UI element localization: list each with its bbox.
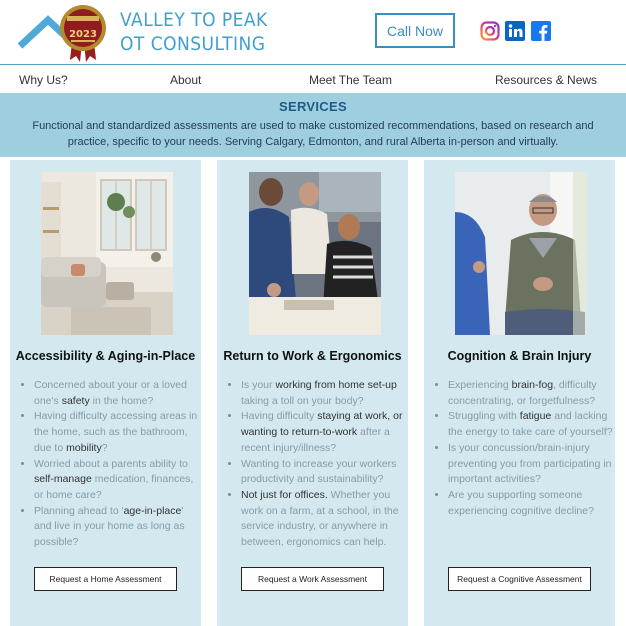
highlight-text: fatigue [519, 410, 552, 423]
card-list [448, 378, 613, 519]
award-badge-icon [58, 4, 108, 62]
highlight-text: mobility [66, 441, 102, 454]
svg-text:2023: 2023 [69, 29, 97, 40]
nav-why-us[interactable]: Why Us? [19, 73, 68, 87]
body-text: , difficulty concentrating, or forgetfulness? [448, 379, 597, 407]
body-text: ? [101, 441, 108, 454]
list-item [241, 409, 406, 456]
service-card-cognition [424, 160, 615, 626]
highlight-text: Not just for offices. [241, 488, 328, 501]
nav-resources-news[interactable]: Resources & News [495, 73, 598, 87]
highlight-text: age-in-place [123, 504, 182, 517]
body-text: Whether you work on a farm, at a school, in the service industry, or anywhere in between, ergonomics can help. [241, 488, 399, 549]
therapy-session-photo [455, 172, 587, 335]
card-title: Return to Work & Ergonomics [223, 349, 402, 363]
list-item [448, 409, 613, 440]
highlight-text: staying at work, or wanting to return-to-work [241, 410, 403, 439]
list-item [34, 457, 199, 504]
body-text: Are you supporting someone experiencing cognitive decline? [448, 488, 594, 517]
linkedin-icon[interactable] [505, 21, 525, 41]
logo[interactable] [18, 4, 268, 60]
request-cognitive-assessment-button[interactable]: Request a Cognitive Assessment [448, 567, 591, 591]
services-banner [0, 93, 626, 157]
highlight-text: brain-fog [511, 379, 554, 391]
card-list [241, 378, 406, 551]
highlight-text: working from home set-up [275, 379, 397, 391]
office-team-photo [249, 172, 381, 335]
body-text: in the home? [89, 394, 154, 407]
card-title: Accessibility & Aging-in-Place [15, 349, 196, 363]
list-item [448, 441, 613, 488]
body-text: Wanting to increase your workers productivity and sustainability? [241, 457, 397, 486]
list-item [241, 488, 406, 551]
request-work-assessment-button[interactable]: Request a Work Assessment [241, 567, 384, 591]
services-title: SERVICES [279, 99, 347, 114]
body-text: Concerned about your or a loved one's [34, 379, 187, 407]
body-text: Having difficulty accessing areas in the home, such as the bathroom, due to [34, 410, 198, 454]
body-text: medication, finances, or home care? [34, 473, 194, 501]
body-text: Worried about a parents ability to [34, 457, 188, 470]
living-room-photo [41, 172, 173, 335]
body-text: and lacking the energy to take care of yourself? [448, 410, 613, 439]
services-description: Functional and standardized assessments are used to make customized recommendations, based on research and practice, specific to your needs. Serving Calgary, Edmonton, and rural Alberta in-person and virtually. [32, 120, 594, 148]
site-header [0, 0, 626, 64]
highlight-text: self-manage [34, 473, 92, 486]
nav-about[interactable]: About [170, 73, 202, 87]
brand-name [120, 8, 268, 56]
body-text: taking a toll on your body? [241, 394, 364, 407]
service-card-accessibility [10, 160, 201, 626]
body-text: Struggling with [448, 410, 520, 423]
body-text: Is your [241, 379, 276, 391]
list-item [34, 409, 199, 456]
instagram-icon[interactable] [480, 21, 500, 41]
facebook-icon[interactable] [531, 21, 551, 41]
nav-meet-the-team[interactable]: Meet The Team [309, 73, 392, 87]
highlight-text: safety [61, 394, 90, 407]
list-item [34, 378, 199, 409]
request-home-assessment-button[interactable]: Request a Home Assessment [34, 567, 177, 591]
call-now-button[interactable]: Call Now [375, 13, 455, 48]
service-card-work [217, 160, 408, 626]
card-list [34, 378, 199, 551]
list-item [448, 378, 613, 409]
list-item [448, 488, 613, 519]
body-text: Experiencing [448, 379, 512, 391]
body-text: after a recent injury/illness? [241, 426, 390, 454]
brand-line-2: OT CONSULTING [120, 33, 266, 55]
card-title: Cognition & Brain Injury [447, 349, 592, 363]
brand-line-1: VALLEY TO PEAK [120, 9, 268, 31]
list-item [241, 378, 406, 409]
body-text: ' and live in your home as long as possible? [34, 504, 185, 549]
body-text: Having difficulty [241, 410, 318, 423]
main-nav [0, 64, 626, 93]
body-text: Is your concussion/brain-injury preventing you from participating in important activities? [448, 441, 612, 486]
list-item [34, 504, 199, 551]
body-text: Planning ahead to ' [34, 504, 124, 517]
list-item [241, 457, 406, 488]
